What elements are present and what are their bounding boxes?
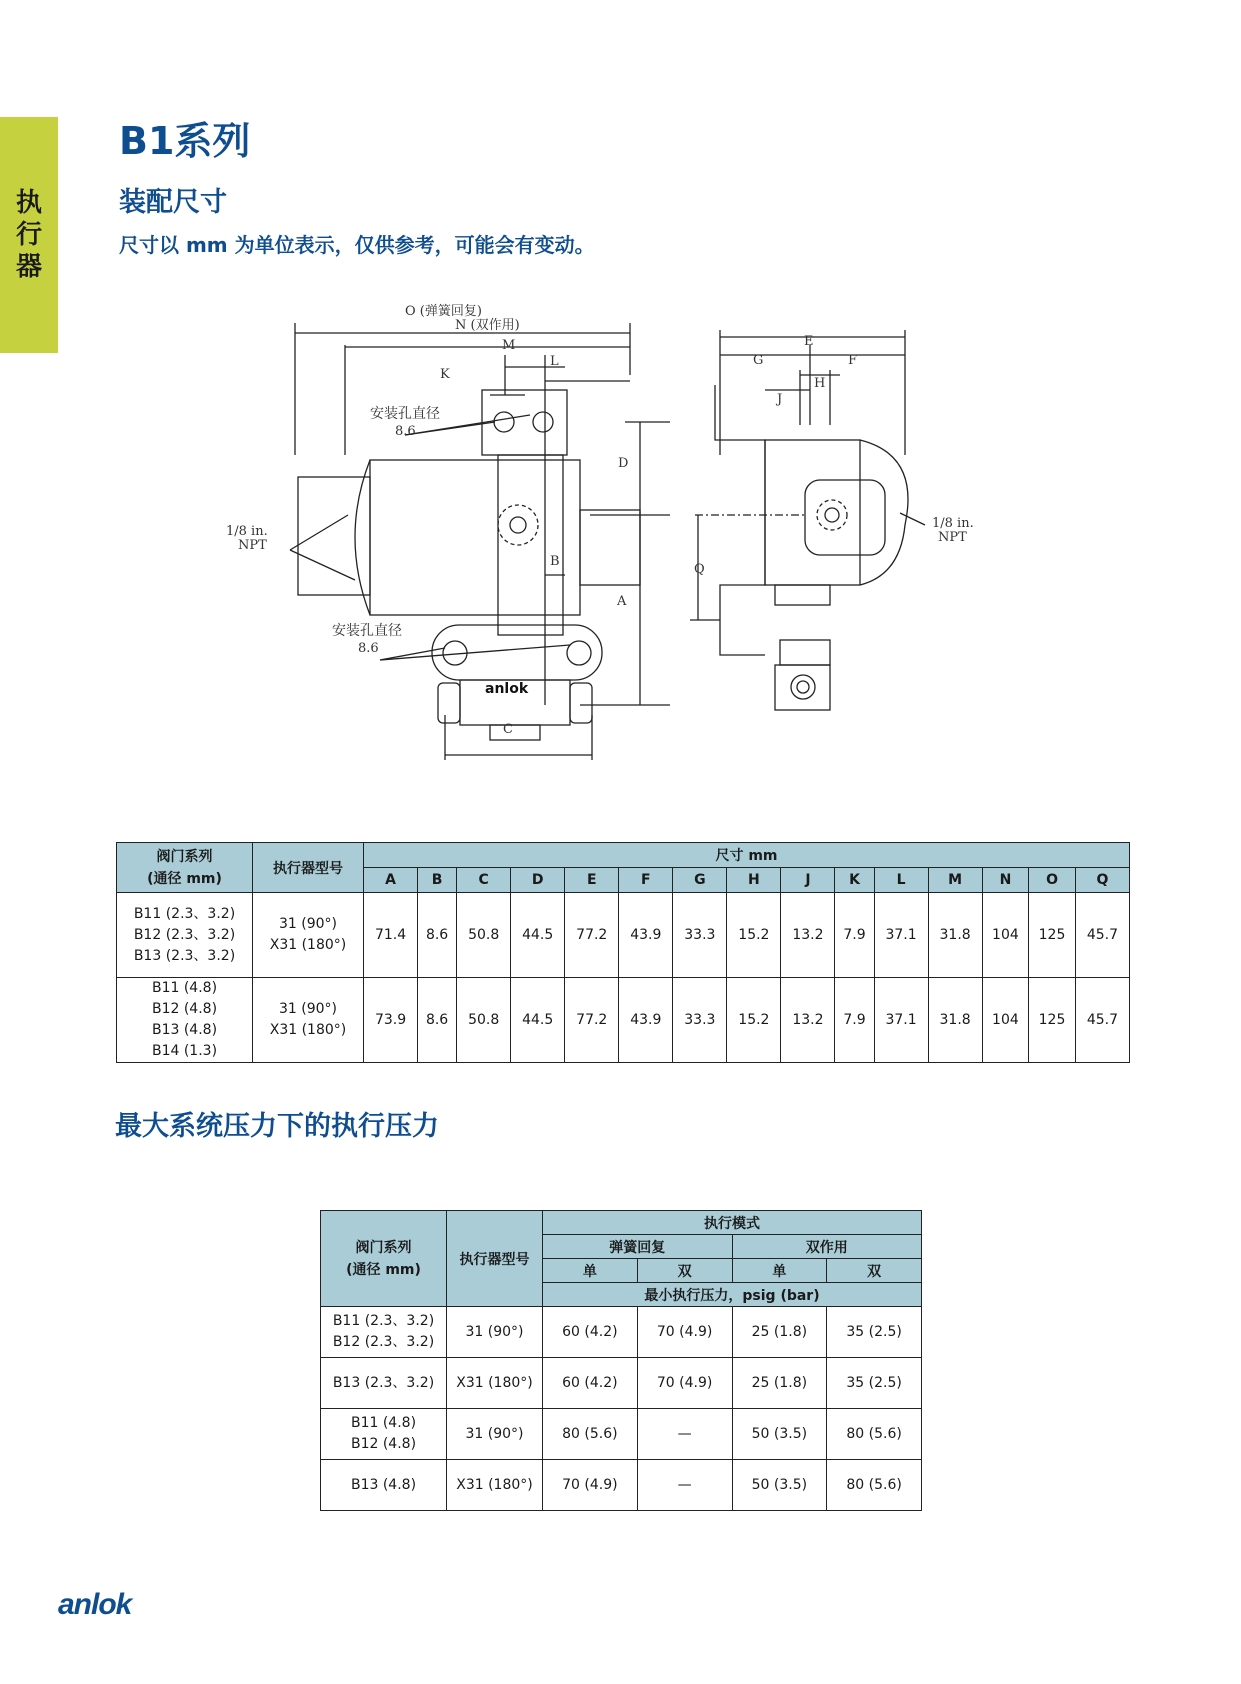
cell-pressure-value: — xyxy=(637,1460,732,1511)
dim-column-header: F xyxy=(619,868,673,893)
dim-label-g: G xyxy=(753,353,764,368)
cell-pressure-value: 25 (1.8) xyxy=(732,1358,827,1409)
cell-dimension-value: 125 xyxy=(1029,893,1076,978)
cell-actuator-model: X31 (180°) xyxy=(447,1358,543,1409)
dim-column-header: Q xyxy=(1075,868,1129,893)
dim-column-header: M xyxy=(928,868,982,893)
dim-column-header: H xyxy=(727,868,781,893)
cell-valve-series: B11 (2.3、3.2) B12 (2.3、3.2) xyxy=(321,1307,447,1358)
cell-pressure-value: 35 (2.5) xyxy=(827,1307,922,1358)
header-dimensions: 尺寸 mm xyxy=(364,843,1130,868)
cell-pressure-value: 80 (5.6) xyxy=(827,1409,922,1460)
cell-dimension-value: 31.8 xyxy=(928,978,982,1063)
cell-dimension-value: 31.8 xyxy=(928,893,982,978)
cell-pressure-value: 80 (5.6) xyxy=(827,1460,922,1511)
cell-dimension-value: 7.9 xyxy=(835,893,874,978)
header-valve-series: 阀门系列 (通径 mm) xyxy=(117,843,253,893)
cell-dimension-value: 33.3 xyxy=(673,893,727,978)
dim-label-o: O (弹簧回复) xyxy=(405,304,482,319)
cell-pressure-value: 70 (4.9) xyxy=(637,1307,732,1358)
cell-dimension-value: 125 xyxy=(1029,978,1076,1063)
dim-label-n: N (双作用) xyxy=(455,318,520,333)
dim-label-h: H xyxy=(814,376,826,391)
cell-dimension-value: 104 xyxy=(982,893,1029,978)
cell-actuator-model: X31 (180°) xyxy=(447,1460,543,1511)
dim-column-header: C xyxy=(457,868,511,893)
table-row xyxy=(321,1307,922,1358)
cell-dimension-value: 37.1 xyxy=(874,978,928,1063)
cell-pressure-value: — xyxy=(637,1409,732,1460)
cell-dimension-value: 8.6 xyxy=(418,978,457,1063)
header-spring-return: 弹簧回复 xyxy=(543,1235,733,1259)
table-row xyxy=(321,1358,922,1409)
header-dual-1: 双 xyxy=(637,1259,732,1283)
cell-pressure-value: 25 (1.8) xyxy=(732,1307,827,1358)
dim-column-header: G xyxy=(673,868,727,893)
cell-dimension-value: 44.5 xyxy=(511,978,565,1063)
cell-pressure-value: 60 (4.2) xyxy=(543,1358,638,1409)
cell-dimension-value: 104 xyxy=(982,978,1029,1063)
cell-dimension-value: 77.2 xyxy=(565,978,619,1063)
dim-column-header: A xyxy=(364,868,418,893)
dim-label-e: E xyxy=(804,334,814,349)
section-title-pressure: 最大系统压力下的执行压力 xyxy=(115,1111,439,1142)
dim-label-a: A xyxy=(617,594,627,609)
pressure-table xyxy=(320,1210,922,1511)
dim-column-header: L xyxy=(874,868,928,893)
dim-column-header: E xyxy=(565,868,619,893)
cell-dimension-value: 71.4 xyxy=(364,893,418,978)
dim-column-header: B xyxy=(418,868,457,893)
cell-dimension-value: 43.9 xyxy=(619,978,673,1063)
cell-valve-series: B13 (2.3、3.2) xyxy=(321,1358,447,1409)
mount-hole-label-1: 安装孔直径 xyxy=(370,406,440,422)
table-row xyxy=(117,893,1130,978)
dimensions-table xyxy=(116,842,1130,1063)
cell-valve-series: B11 (4.8) B12 (4.8) B13 (4.8) B14 (1.3) xyxy=(117,978,253,1063)
dim-column-header: N xyxy=(982,868,1029,893)
cell-pressure-value: 80 (5.6) xyxy=(543,1409,638,1460)
cell-dimension-value: 8.6 xyxy=(418,893,457,978)
header-single-1: 单 xyxy=(543,1259,638,1283)
header-min-pressure: 最小执行压力，psig (bar) xyxy=(543,1283,922,1307)
cell-dimension-value: 15.2 xyxy=(727,978,781,1063)
side-tab-label: 执 行 器 xyxy=(15,188,42,282)
cell-dimension-value: 50.8 xyxy=(457,893,511,978)
cell-actuator-model: 31 (90°) X31 (180°) xyxy=(253,893,364,978)
dim-column-header: J xyxy=(781,868,835,893)
header-dual-2: 双 xyxy=(827,1259,922,1283)
mount-hole-value-2: 8.6 xyxy=(358,641,379,656)
footer-logo: anlok xyxy=(58,1588,132,1621)
cell-pressure-value: 50 (3.5) xyxy=(732,1460,827,1511)
dim-label-b: B xyxy=(550,554,560,569)
mount-hole-value-1: 8.6 xyxy=(395,424,416,439)
dim-label-f: F xyxy=(848,353,858,368)
cell-pressure-value: 70 (4.9) xyxy=(637,1358,732,1409)
cell-dimension-value: 45.7 xyxy=(1075,978,1129,1063)
dim-label-j: J xyxy=(777,392,783,407)
cell-actuator-model: 31 (90°) xyxy=(447,1409,543,1460)
cell-dimension-value: 45.7 xyxy=(1075,893,1129,978)
drawing-brand-label: anlok xyxy=(485,681,529,697)
npt-label-1b: NPT xyxy=(238,538,267,553)
cell-valve-series: B11 (4.8) B12 (4.8) xyxy=(321,1409,447,1460)
cell-dimension-value: 44.5 xyxy=(511,893,565,978)
cell-dimension-value: 37.1 xyxy=(874,893,928,978)
cell-actuator-model: 31 (90°) X31 (180°) xyxy=(253,978,364,1063)
dim-label-k: K xyxy=(440,367,450,382)
dim-label-q: Q xyxy=(694,562,705,577)
cell-pressure-value: 50 (3.5) xyxy=(732,1409,827,1460)
dim-label-c: C xyxy=(503,722,513,737)
dim-label-m: M xyxy=(502,338,516,353)
cell-actuator-model: 31 (90°) xyxy=(447,1307,543,1358)
dim-column-header: D xyxy=(511,868,565,893)
dim-label-l: L xyxy=(550,354,559,369)
dim-column-header: O xyxy=(1029,868,1076,893)
section-title-dimensions: 装配尺寸 xyxy=(119,187,227,218)
cell-dimension-value: 43.9 xyxy=(619,893,673,978)
cell-dimension-value: 15.2 xyxy=(727,893,781,978)
dim-column-header: K xyxy=(835,868,874,893)
npt-label-1: 1/8 in. xyxy=(226,524,268,539)
header-double-acting: 双作用 xyxy=(732,1235,922,1259)
cell-pressure-value: 60 (4.2) xyxy=(543,1307,638,1358)
table-row xyxy=(321,1409,922,1460)
dim-label-d: D xyxy=(618,456,629,471)
cell-dimension-value: 77.2 xyxy=(565,893,619,978)
header-valve-series: 阀门系列 (通径 mm) xyxy=(321,1211,447,1307)
table-row xyxy=(321,1460,922,1511)
header-actuator-model: 执行器型号 xyxy=(447,1211,543,1307)
assembly-drawing xyxy=(220,304,1060,795)
cell-pressure-value: 35 (2.5) xyxy=(827,1358,922,1409)
npt-label-2: 1/8 in. xyxy=(932,516,974,531)
side-tab xyxy=(0,117,58,353)
cell-dimension-value: 13.2 xyxy=(781,893,835,978)
cell-dimension-value: 50.8 xyxy=(457,978,511,1063)
cell-valve-series: B11 (2.3、3.2) B12 (2.3、3.2) B13 (2.3、3.2) xyxy=(117,893,253,978)
cell-dimension-value: 33.3 xyxy=(673,978,727,1063)
cell-dimension-value: 73.9 xyxy=(364,978,418,1063)
cell-pressure-value: 70 (4.9) xyxy=(543,1460,638,1511)
cell-dimension-value: 13.2 xyxy=(781,978,835,1063)
header-single-2: 单 xyxy=(732,1259,827,1283)
header-actuator-model: 执行器型号 xyxy=(253,843,364,893)
cell-dimension-value: 7.9 xyxy=(835,978,874,1063)
cell-valve-series: B13 (4.8) xyxy=(321,1460,447,1511)
header-actuation-mode: 执行模式 xyxy=(543,1211,922,1235)
dimensions-note: 尺寸以 mm 为单位表示，仅供参考，可能会有变动。 xyxy=(119,233,595,257)
npt-label-2b: NPT xyxy=(938,530,967,545)
table-row xyxy=(117,978,1130,1063)
mount-hole-label-2: 安装孔直径 xyxy=(332,623,402,639)
page-title: B1系列 xyxy=(119,119,251,163)
